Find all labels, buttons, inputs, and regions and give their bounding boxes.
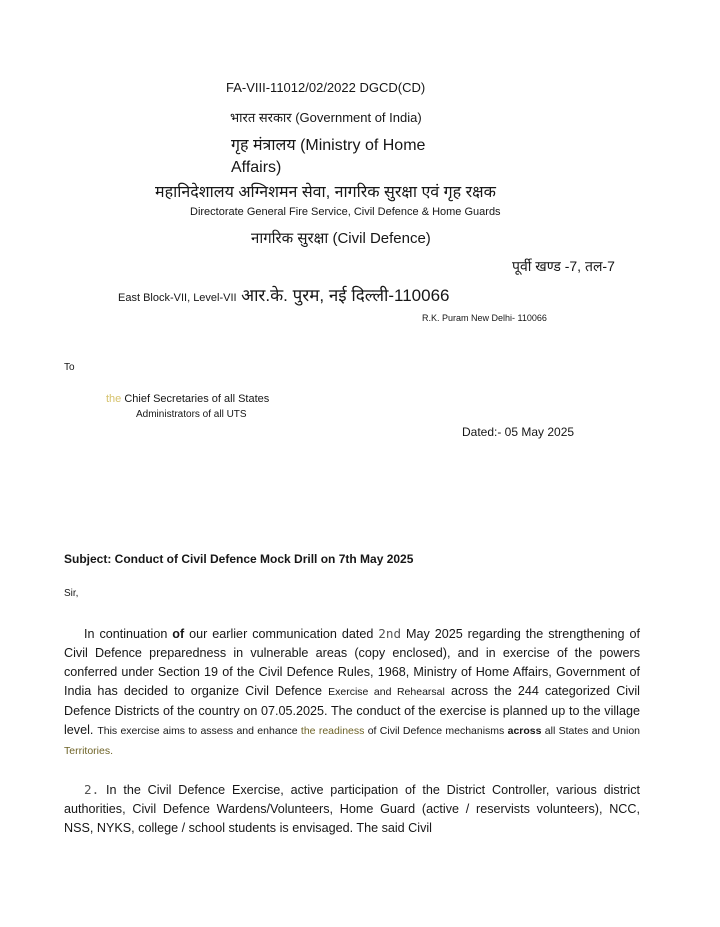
ministry-heading: गृह मंत्रालय (Ministry of Home Affairs) <box>231 137 426 176</box>
paragraph-2 <box>64 780 640 838</box>
recipient-line-1 <box>106 393 269 405</box>
letter-date: Dated:- 05 May 2025 <box>462 425 575 439</box>
recipient-article: the <box>106 393 122 405</box>
paragraph-2-text: In the Civil Defence Exercise, active participation of the District Controller, various district authorities, Civil Defence Wardens/Volunteers, Home Guard (active / reservists volunteers), NCC, NSS, NYKS, college / school students is envisaged. The said Civil <box>64 783 641 835</box>
division-heading: नागरिक सुरक्षा (Civil Defence) <box>251 230 431 247</box>
office-address-hindi: आर.के. पुरम, नई दिल्ली-110066 <box>241 286 450 305</box>
government-heading: भारत सरकार (Government of India) <box>230 110 422 125</box>
paragraph-2-number: 2. <box>84 782 100 797</box>
office-address <box>118 283 450 306</box>
to-label: To <box>64 362 75 373</box>
office-address-short: R.K. Puram New Delhi- 110066 <box>422 313 547 323</box>
file-number: FA-VIII-11012/02/2022 DGCD(CD) <box>226 80 426 95</box>
subject-line: Subject: Conduct of Civil Defence Mock Drill on 7th May 2025 <box>64 552 414 566</box>
salutation: Sir, <box>64 588 79 599</box>
office-address-english: East Block-VII, Level-VII <box>118 292 237 304</box>
block-address-hindi: पूर्वी खण्ड -7, तल-7 <box>512 258 615 274</box>
recipient-chief-secretaries: Chief Secretaries of all States <box>124 393 270 405</box>
recipient-line-2: Administrators of all UTS <box>136 409 247 420</box>
directorate-heading-hindi: महानिदेशालय अग्निशमन सेवा, नागरिक सुरक्षा एवं गृह रक्षक <box>155 184 496 201</box>
directorate-heading-english: Directorate General Fire Service, Civil Defence & Home Guards <box>190 206 501 218</box>
paragraph-1: In continuation of our earlier communication dated 2nd May 2025 regarding the strengthening of Civil Defence preparedness in vulnerable areas (copy enclosed), and in exercise of the powers conferred under Section 19 of the Civil Defence Rules, 1968, Ministry of Home Affairs, Government of India has decided to organize Civil Defence Exercise and Rehearsal across the 244 categorized Civil Defence Districts of the country on 07.05.2025. The conduct of the exercise is planned up to the village level. This exercise aims to assess and enhance the readiness of Civil Defence mechanisms across all States and Union Territories. <box>64 626 640 757</box>
